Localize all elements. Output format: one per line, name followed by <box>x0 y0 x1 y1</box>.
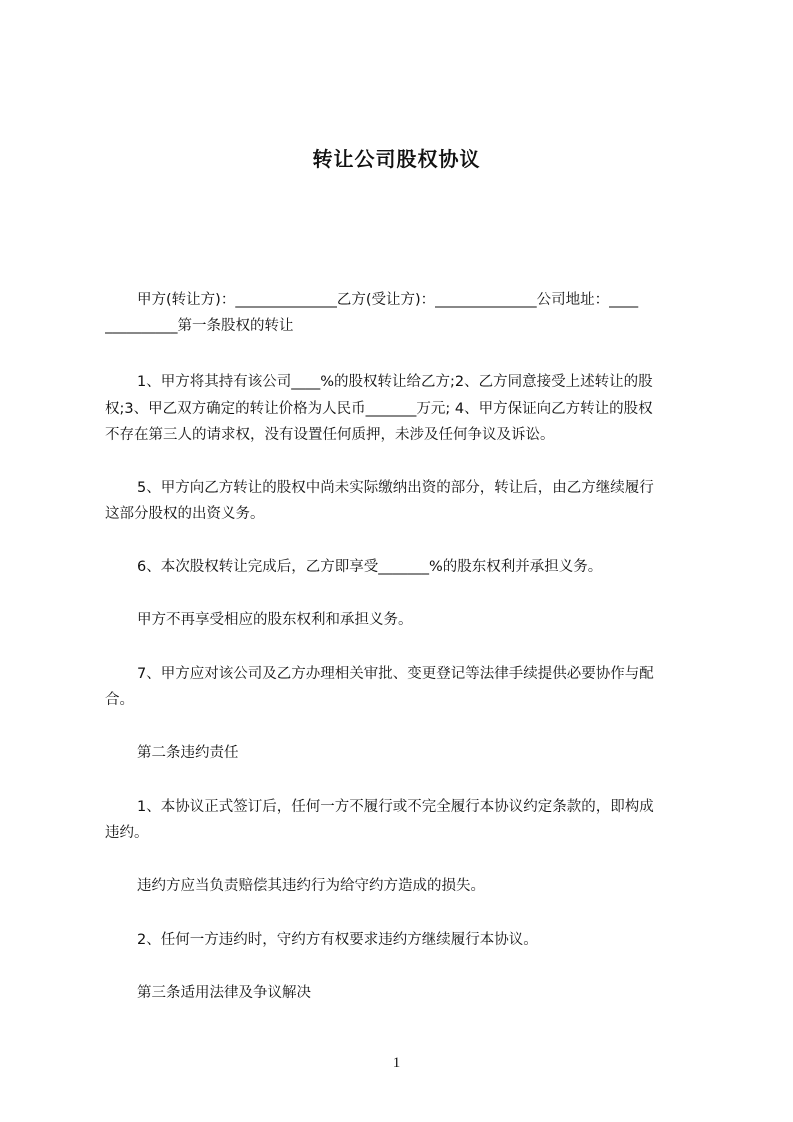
article-3-heading: 第三条适用法律及争议解决 <box>137 985 311 1001</box>
clause-7-line: 合。 <box>105 692 134 708</box>
party-info-line: 甲方(转让方)：______________乙方(受让方)：______________公司地址：____ <box>137 292 639 308</box>
clause-6-line: 6、本次股权转让完成后，乙方即享受_______%的股东权利并承担义务。 <box>137 559 603 575</box>
breach-clause-1-line: 1、本协议正式签订后，任何一方不履行或不完全履行本协议约定条款的，即构成 <box>137 799 654 815</box>
clause-5-line: 这部分股权的出资义务。 <box>105 506 265 522</box>
clause-7-line: 7、甲方应对该公司及乙方办理相关审批、变更登记等法律手续提供必要协作与配 <box>137 666 654 682</box>
clause-5-line: 5、甲方向乙方转让的股权中尚未实际缴纳出资的部分，转让后，由乙方继续履行 <box>137 480 654 496</box>
clause-1-line: 不存在第三人的请求权，没有设置任何质押，未涉及任何争议及诉讼。 <box>105 427 555 443</box>
article-2-heading: 第二条违约责任 <box>137 745 239 761</box>
breach-clause-1-line: 违约。 <box>105 825 149 841</box>
breach-clause-2-line: 2、任何一方违约时，守约方有权要求违约方继续履行本协议。 <box>137 932 538 948</box>
page-number: 1 <box>392 1055 401 1071</box>
clause-1-line: 1、甲方将其持有该公司____%的股权转让给乙方;2、乙方同意接受上述转让的股 <box>137 374 653 390</box>
clause-1-line: 权;3、甲乙双方确定的转让价格为人民币_______万元; 4、甲方保证向乙方转让的股权 <box>105 401 653 417</box>
breach-compensation-line: 违约方应当负责赔偿其违约行为给守约方造成的损失。 <box>137 878 485 894</box>
clause-6-continued: 甲方不再享受相应的股东权利和承担义务。 <box>137 612 413 628</box>
document-title: 转让公司股权协议 <box>312 147 481 171</box>
article-1-heading-line: __________第一条股权的转让 <box>105 318 294 334</box>
